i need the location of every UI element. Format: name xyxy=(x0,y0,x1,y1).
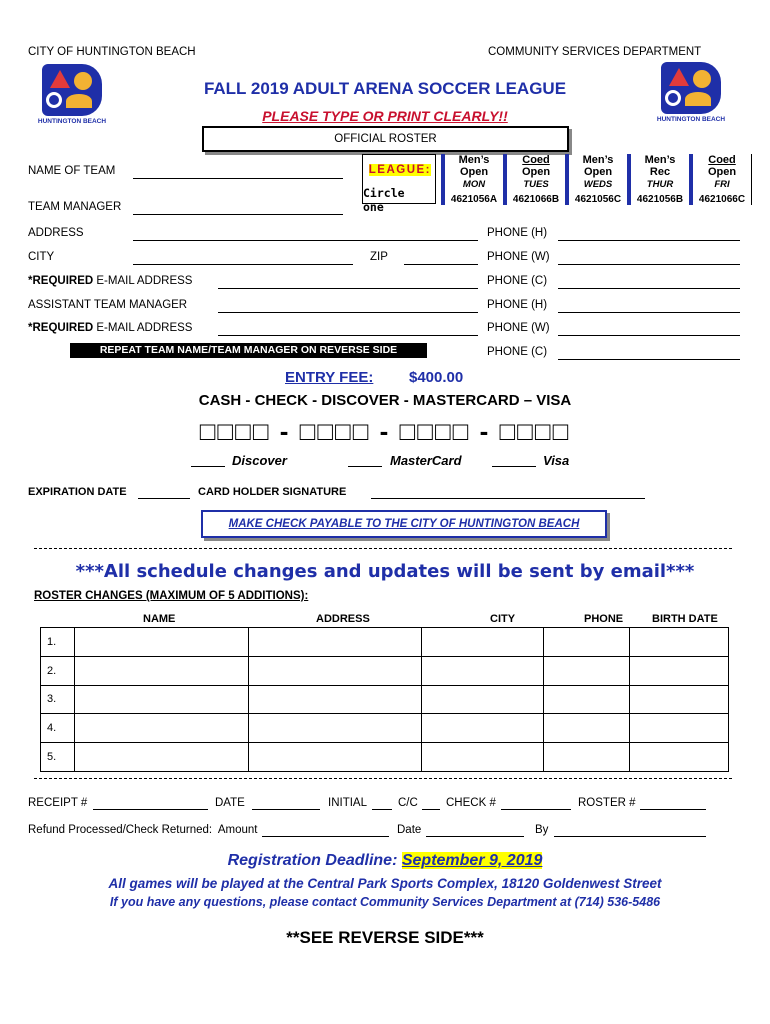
receipt-field[interactable] xyxy=(93,809,208,810)
header-left: CITY OF HUNTINGTON BEACH xyxy=(28,46,196,58)
asst-phone-h-field[interactable] xyxy=(558,312,740,313)
date-label: DATE xyxy=(215,797,245,809)
email-field[interactable] xyxy=(218,288,478,289)
form-subtitle: PLEASE TYPE OR PRINT CLEARLY!! xyxy=(262,108,508,124)
entry-fee-label: ENTRY FEE: xyxy=(285,369,374,386)
option-name: Coed xyxy=(522,154,550,166)
option-day: WEDS xyxy=(583,179,613,190)
amount-field[interactable] xyxy=(262,836,389,837)
by-field[interactable] xyxy=(554,836,706,837)
league-options xyxy=(441,154,752,205)
option-day: TUES xyxy=(523,179,549,190)
team-manager-label: TEAM MANAGER xyxy=(28,201,122,213)
team-name-label: NAME OF TEAM xyxy=(28,165,116,177)
name-cell[interactable] xyxy=(74,743,248,772)
row-number: 5. xyxy=(41,743,75,772)
name-cell[interactable] xyxy=(74,656,248,685)
table-row xyxy=(41,628,729,657)
birth-date-cell[interactable] xyxy=(630,628,729,657)
name-cell[interactable] xyxy=(74,628,248,657)
email-label xyxy=(28,275,192,287)
city-cell[interactable] xyxy=(422,656,544,685)
row-number: 2. xyxy=(41,656,75,685)
official-roster-label: OFFICIAL ROSTER xyxy=(334,133,437,145)
date-field[interactable] xyxy=(252,809,320,810)
roster-field[interactable] xyxy=(640,809,706,810)
option-name: Coed xyxy=(708,154,736,166)
name-cell[interactable] xyxy=(74,685,248,714)
col-address: ADDRESS xyxy=(316,613,370,625)
address-cell[interactable] xyxy=(248,743,422,772)
row-number: 1. xyxy=(41,628,75,657)
refund-label xyxy=(28,824,258,836)
asst-email-field[interactable] xyxy=(218,335,478,336)
mastercard-label: MasterCard xyxy=(390,453,462,468)
amount-text: Amount xyxy=(217,824,258,836)
payment-methods: CASH - CHECK - DISCOVER - MASTERCARD – VISA xyxy=(198,392,572,409)
header-right: COMMUNITY SERVICES DEPARTMENT xyxy=(488,46,702,58)
roster-label: ROSTER # xyxy=(578,797,636,809)
league-option-mon[interactable] xyxy=(443,154,505,190)
asst-phone-h-label: PHONE (H) xyxy=(487,299,548,311)
option-name: Men’s xyxy=(582,154,614,166)
initial-label: INITIAL xyxy=(328,797,367,809)
divider xyxy=(34,778,732,779)
table-row xyxy=(41,656,729,685)
phone-cell[interactable] xyxy=(544,743,630,772)
phone-cell[interactable] xyxy=(544,685,630,714)
birth-date-cell[interactable] xyxy=(630,743,729,772)
logo-text: HUNTINGTON BEACH xyxy=(37,118,107,125)
deadline xyxy=(0,852,770,870)
phone-c-field[interactable] xyxy=(558,288,740,289)
name-cell[interactable] xyxy=(74,714,248,743)
phone-c-label: PHONE (C) xyxy=(487,275,548,287)
city-field[interactable] xyxy=(133,264,353,265)
team-name-field[interactable] xyxy=(133,178,343,179)
option-day: FRI xyxy=(714,179,730,190)
signature-field[interactable] xyxy=(371,498,645,499)
option-name: Men’s xyxy=(644,154,676,166)
option-type: Open xyxy=(707,166,737,178)
asst-phone-c-label: PHONE (C) xyxy=(487,346,548,358)
team-manager-field[interactable] xyxy=(133,214,343,215)
option-day: THUR xyxy=(646,179,674,190)
contact-notice: If you have any questions, please contact Community Services Department at (714) 536-5486 xyxy=(109,895,661,909)
deadline-label: Registration Deadline: xyxy=(227,852,398,869)
roster-changes-table xyxy=(40,627,729,772)
option-type: Open xyxy=(583,166,613,178)
league-label: LEAGUE: xyxy=(368,164,431,176)
see-reverse: **SEE REVERSE SIDE*** xyxy=(286,928,484,947)
birth-date-cell[interactable] xyxy=(630,714,729,743)
phone-cell[interactable] xyxy=(544,628,630,657)
address-cell[interactable] xyxy=(248,685,422,714)
phone-w-label: PHONE (W) xyxy=(487,251,550,263)
table-row xyxy=(41,685,729,714)
option-day: MON xyxy=(462,179,486,190)
asst-phone-w-field[interactable] xyxy=(558,335,740,336)
date2-label: Date xyxy=(397,824,422,836)
city-cell[interactable] xyxy=(422,685,544,714)
phone-cell[interactable] xyxy=(544,714,630,743)
roster-changes-title: ROSTER CHANGES (MAXIMUM OF 5 ADDITIONS): xyxy=(34,590,309,602)
check-payable-text: MAKE CHECK PAYABLE TO THE CITY OF HUNTINGTON BEACH xyxy=(228,518,580,530)
asst-manager-label: ASSISTANT TEAM MANAGER xyxy=(28,299,188,311)
city-cell[interactable] xyxy=(422,714,544,743)
location-notice: All games will be played at the Central Park Sports Complex, 18120 Goldenwest Street xyxy=(108,876,662,891)
league-option-thur[interactable] xyxy=(629,154,691,190)
discover-label: Discover xyxy=(232,453,287,468)
refund-text: Refund Processed/Check Returned: xyxy=(28,824,213,836)
entry-fee-amount: $400.00 xyxy=(409,369,464,386)
asst-phone-w-label: PHONE (W) xyxy=(487,322,550,334)
col-city: CITY xyxy=(490,613,516,625)
logo-text: HUNTINGTON BEACH xyxy=(656,116,726,123)
row-number: 3. xyxy=(41,685,75,714)
zip-field[interactable] xyxy=(404,264,478,265)
cc-field[interactable] xyxy=(422,809,440,810)
option-type: Open xyxy=(459,166,489,178)
league-option-fri[interactable] xyxy=(691,154,752,190)
divider xyxy=(34,548,732,549)
asst-email-label xyxy=(28,322,192,334)
table-row xyxy=(41,743,729,772)
check-payable-box xyxy=(201,510,607,538)
phone-cell[interactable] xyxy=(544,656,630,685)
address-cell[interactable] xyxy=(248,628,422,657)
city-cell[interactable] xyxy=(422,628,544,657)
option-name: Men’s xyxy=(458,154,490,166)
discover-blank[interactable] xyxy=(191,466,225,467)
league-code: 4621056B xyxy=(629,190,691,205)
circle-one-label: Circle one xyxy=(363,186,405,214)
zip-label: ZIP xyxy=(370,251,388,263)
league-box xyxy=(362,154,436,214)
address-label: ADDRESS xyxy=(28,227,84,239)
city-label: CITY xyxy=(28,251,55,263)
required-marker: *REQUIRED xyxy=(28,275,94,287)
col-name: NAME xyxy=(143,613,176,625)
check-field[interactable] xyxy=(501,809,571,810)
asst-manager-field[interactable] xyxy=(218,312,478,313)
form-title: FALL 2019 ADULT ARENA SOCCER LEAGUE xyxy=(203,79,567,98)
asst-phone-c-field[interactable] xyxy=(558,359,740,360)
birth-date-cell[interactable] xyxy=(630,685,729,714)
row-number: 4. xyxy=(41,714,75,743)
cc-label: C/C xyxy=(398,797,418,809)
col-birth-date: BIRTH DATE xyxy=(652,613,718,625)
visa-blank[interactable] xyxy=(492,466,536,467)
expiration-field[interactable] xyxy=(138,498,190,499)
email-text: E-MAIL ADDRESS xyxy=(96,322,193,334)
email-text: E-MAIL ADDRESS xyxy=(96,275,193,287)
signature-label: CARD HOLDER SIGNATURE xyxy=(198,486,347,498)
mastercard-blank[interactable] xyxy=(348,466,382,467)
birth-date-cell[interactable] xyxy=(630,656,729,685)
required-marker: *REQUIRED xyxy=(28,322,94,334)
league-code: 4621066C xyxy=(691,190,752,205)
league-option-weds[interactable] xyxy=(567,154,629,190)
phone-h-field[interactable] xyxy=(558,240,740,241)
table-row xyxy=(41,714,729,743)
address-field[interactable] xyxy=(133,240,478,241)
expiration-label: EXPIRATION DATE xyxy=(28,486,127,498)
league-code: 4621066B xyxy=(505,190,567,205)
phone-w-field[interactable] xyxy=(558,264,740,265)
official-roster-box xyxy=(202,126,569,152)
league-code: 4621056C xyxy=(567,190,629,205)
city-cell[interactable] xyxy=(422,743,544,772)
league-code: 4621056A xyxy=(443,190,505,205)
address-cell[interactable] xyxy=(248,656,422,685)
option-type: Rec xyxy=(649,166,671,178)
date2-field[interactable] xyxy=(426,836,524,837)
card-number-boxes[interactable]: □□□□ - □□□□ - □□□□ - □□□□ xyxy=(199,416,571,446)
col-phone: PHONE xyxy=(584,613,624,625)
phone-h-label: PHONE (H) xyxy=(487,227,548,239)
receipt-label: RECEIPT # xyxy=(28,797,88,809)
option-type: Open xyxy=(521,166,551,178)
repeat-notice: REPEAT TEAM NAME/TEAM MANAGER ON REVERSE SIDE xyxy=(70,343,427,358)
email-notice: ***All schedule changes and updates will be sent by email*** xyxy=(75,561,695,582)
address-cell[interactable] xyxy=(248,714,422,743)
initial-field[interactable] xyxy=(372,809,392,810)
league-option-tues[interactable] xyxy=(505,154,567,190)
check-label: CHECK # xyxy=(446,797,496,809)
visa-label: Visa xyxy=(543,453,570,468)
by-label: By xyxy=(535,824,549,836)
deadline-date: September 9, 2019 xyxy=(401,852,543,869)
